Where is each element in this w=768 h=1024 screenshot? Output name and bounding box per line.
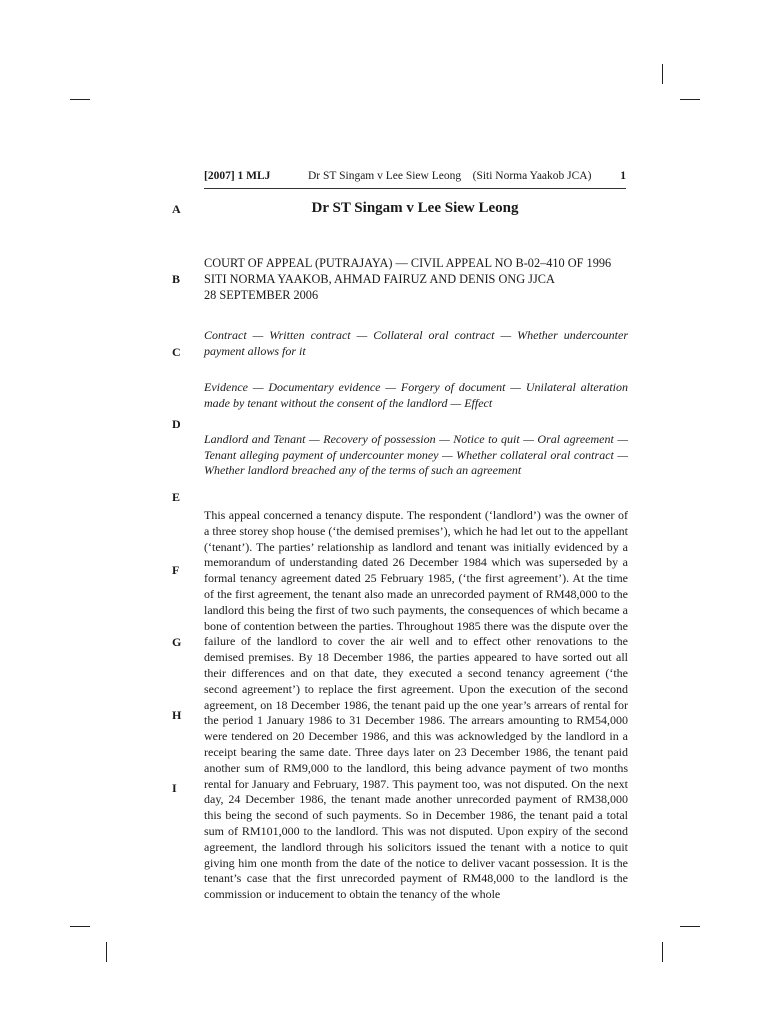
header-year-ref: [2007] 1 MLJ (204, 170, 271, 182)
margin-letter-a: A (172, 202, 181, 216)
catchword-evidence: Evidence — Documentary evidence — Forgery of document — Unilateral alteration made by tenant without the consent of the landlord — Effect (204, 380, 628, 410)
body-paragraph: This appeal concerned a tenancy dispute. The respondent (‘landlord’) was the owner of a three storey shop house (‘the demised premises’), which he had let out to the appellant (‘tenant’). The parties’ relationship as landlord and tenant was initially evidenced by a memorandum of understanding dated 26 December 1984 which was superseded by a formal tenancy agreement dated 25 February 1985, (‘the first agreement’). At the time of the first agreement, the tenant also made an unrecorded payment of RM48,000 to the landlord this being the first of two such payments, the consequences of which became a bone of contention between the parties. Throughout 1985 there was the dispute over the failure of the landlord to cover the air well and to effect other renovations to the demised premises. By 18 December 1986, the parties appeared to have sorted out all their differences and on that date, they executed a second tenancy agreement (‘the second agreement’) to replace the first agreement. Upon the execution of the second agreement, on 18 December 1986, the tenant paid up the one year’s arrears of rental for the period 1 January 1986 to 31 December 1986. The arrears amounting to RM54,000 were tendered on 20 December 1986, and this was acknowledged by the landlord in a receipt bearing the same date. Three days later on 23 December 1986, the tenant paid another sum of RM9,000 to the landlord, this being advance payment of two months rental for January and February, 1987. This payment too, was not disputed. On the next day, 24 December 1986, the tenant made another unrecorded payment of RM38,000 this being the second of such payments. So in December 1986, the tenant paid a total sum of RM101,000 to the landlord. This was not disputed. Upon expiry of the second agreement, the landlord through his solicitors issued the tenant with a notice to quit giving him one month from the date of the notice to deliver vacant possession. It is the tenant’s case that the first unrecorded payment of RM48,000 to the landlord is the commission or inducement to obtain the tenancy of the whole (204, 508, 628, 902)
court-details (204, 255, 634, 303)
catchword-landlord-tenant: Landlord and Tenant — Recovery of possession — Notice to quit — Oral agreement — Tenant alleging payment of undercounter money — Whether collateral oral contract — Whether landlord breached any of the terms of such an agreement (204, 432, 628, 477)
judges-line: SITI NORMA YAAKOB, AHMAD FAIRUZ AND DENIS ONG JJCA (204, 272, 555, 286)
header-judge-ref: (Siti Norma Yaakob JCA) (472, 170, 592, 182)
margin-letter-e: E (172, 490, 181, 504)
margin-letter-i: I (172, 781, 177, 795)
crop-mark (680, 926, 700, 927)
margin-letter-b: B (172, 272, 181, 286)
margin-letter-d: D (172, 417, 181, 431)
crop-mark (70, 926, 90, 927)
running-header (204, 170, 626, 189)
page-number: 1 (620, 170, 626, 182)
crop-mark (662, 64, 663, 84)
header-case-title: Dr ST Singam v Lee Siew Leong (308, 170, 462, 182)
margin-letter-g: G (172, 635, 182, 649)
margin-letter-f: F (172, 563, 180, 577)
crop-mark (680, 99, 700, 100)
margin-letter-h: H (172, 708, 182, 722)
headnote-body (204, 508, 628, 903)
court-line: COURT OF APPEAL (PUTRAJAYA) — CIVIL APPEAL NO B-02–410 OF 1996 (204, 256, 612, 270)
crop-mark (106, 942, 107, 962)
crop-mark (662, 942, 663, 962)
crop-mark (70, 99, 90, 100)
header-case-ref (308, 170, 591, 182)
case-title: Dr ST Singam v Lee Siew Leong (311, 200, 519, 216)
margin-letter-c: C (172, 345, 181, 359)
date-line: 28 SEPTEMBER 2006 (204, 288, 319, 302)
catchword-contract: Contract — Written contract — Collateral oral contract — Whether undercounter payment allows for it (204, 328, 628, 358)
